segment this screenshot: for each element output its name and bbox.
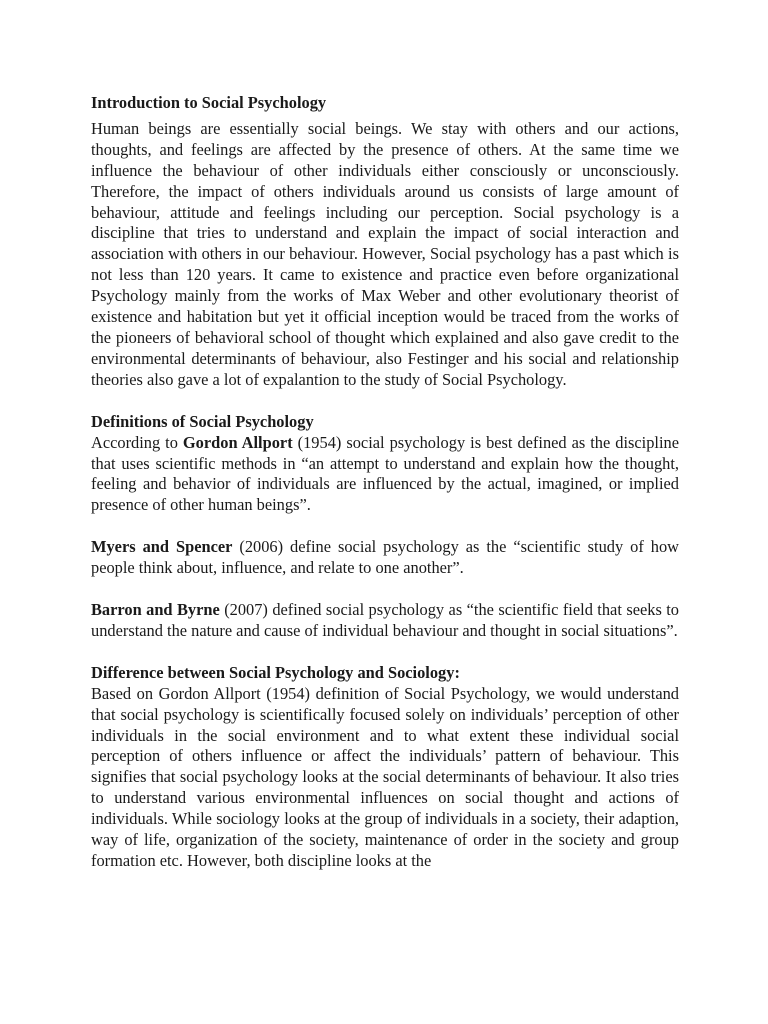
difference-heading: Difference between Social Psychology and Sociology: bbox=[91, 662, 460, 682]
intro-heading: Introduction to Social Psychology bbox=[91, 93, 327, 112]
barron-text: (2007) defined social psychology as “the scientific field that seeks to understand the nature and cause of individual behaviour and thought in social situations”. bbox=[91, 600, 679, 640]
allport-text: (1954) social psychology is best defined as the discipline that uses scientific methods in “an attempt to understand and explain how the thought, feeling and behavior of individuals are influenced by the actual, imagined, or implied presence of other human beings”. bbox=[91, 432, 680, 515]
myers-definition bbox=[91, 537, 679, 579]
difference-paragraph: Based on Gordon Allport (1954) definition of Social Psychology, we would understand that social psychology is scientifically focused solely on individuals’ perception of other individuals in the social environment and to what extent these individual social perception of others influence or affect the individuals’ pattern of behaviour. This signifies that social psychology looks at the social determinants of behaviour. It also tries to understand various environmental influences on social thought and actions of individuals. While sociology looks at the group of individuals in a society, their adaption, way of life, organization of the society, maintenance of order in the society and group formation etc. However, both discipline looks at the bbox=[91, 683, 679, 870]
barron-definition bbox=[91, 600, 679, 642]
allport-definition bbox=[91, 433, 679, 517]
document-page bbox=[91, 93, 679, 872]
intro-paragraph: Human beings are essentially social beings. We stay with others and our actions, thoughts, and feelings are affected by the presence of others. At the same time we influence the behaviour of other individuals either consciously or unconsciously. Therefore, the impact of others individuals around us consists of large amount of behaviour, attitude and feelings including our perception. Social psychology is a discipline that tries to understand and explain the impact of social interaction and association with others in our behaviour. However, Social psychology has a past which is not less than 120 years. It came to existence and practice even before organizational Psychology mainly from the works of Max Weber and other evolutionary theorist of existence and habitation but yet it official inception would be traced from the works of the pioneers of behavioral school of thought which explained and also gave credit to the environmental determinants of behaviour, also Festinger and his social and relationship theories also gave a lot of expalantion to the study of Social Psychology. bbox=[91, 118, 679, 389]
barron-name: Barron and Byrne bbox=[91, 600, 220, 620]
definitions-heading: Definitions of Social Psychology bbox=[91, 411, 314, 431]
allport-lead: According to bbox=[91, 432, 183, 452]
myers-text: (2006) define social psychology as the “scientific study of how people think about, influence, and relate to one another”. bbox=[91, 537, 680, 578]
myers-name: Myers and Spencer bbox=[91, 537, 233, 557]
allport-name: Gordon Allport bbox=[182, 432, 293, 452]
